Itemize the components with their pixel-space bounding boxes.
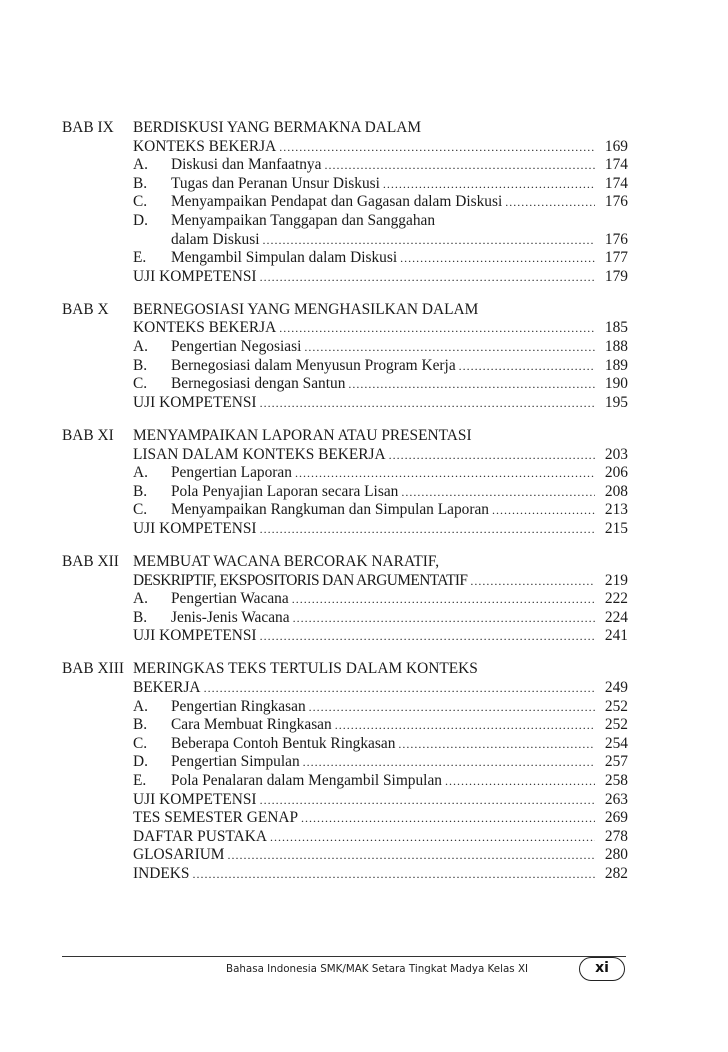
entry-page-number: 249 [604, 679, 628, 697]
entry-page-number: 176 [604, 230, 628, 248]
entry-page-number: 208 [604, 482, 628, 500]
toc-entry [62, 627, 628, 646]
dot-leader [309, 698, 595, 717]
dot-leader [204, 679, 595, 698]
entry-text: UJI KOMPETENSI [133, 790, 257, 808]
entry-letter: C. [133, 501, 148, 519]
footer-book-title: Bahasa Indonesia SMK/MAK Setara Tingkat Madya Kelas XI [226, 963, 529, 975]
dot-leader [293, 609, 595, 628]
entry-page-number: 190 [604, 375, 628, 393]
entry-letter: E. [133, 249, 147, 267]
toc-entry [62, 175, 628, 194]
chapter-label: BAB XI [62, 426, 114, 444]
chapter-section [62, 301, 628, 413]
dot-leader [389, 446, 595, 465]
dot-leader [445, 772, 595, 791]
entry-letter: A. [133, 590, 148, 608]
entry-text: Cara Membuat Ringkasan [171, 716, 332, 734]
entry-page-number: 169 [604, 137, 628, 155]
entry-page-number: 282 [604, 864, 628, 882]
dot-leader [470, 572, 595, 591]
chapter-label: BAB X [62, 300, 109, 318]
dot-leader [260, 520, 595, 539]
entry-text: Menyampaikan Pendapat dan Gagasan dalam Diskusi [171, 193, 503, 211]
toc-entry [62, 501, 628, 520]
entry-text: UJI KOMPETENSI [133, 519, 257, 537]
entry-letter: C. [133, 734, 148, 752]
chapter-label: BAB XII [62, 552, 119, 570]
dot-leader [295, 464, 595, 483]
dot-leader [324, 156, 595, 175]
chapter-title: MEMBUAT WACANA BERCORAK NARATIF, [133, 552, 440, 570]
entry-letter: B. [133, 174, 148, 192]
entry-text: Bernegosiasi dalam Menyusun Program Kerja [171, 356, 456, 374]
entry-text: Jenis-Jenis Wacana [171, 608, 290, 626]
chapter-label: BAB XIII [62, 660, 124, 678]
chapter-title: BERNEGOSIASI YANG MENGHASILKAN DALAM [133, 300, 479, 318]
dot-leader [270, 828, 595, 847]
entry-page-number: 252 [604, 716, 628, 734]
dot-leader [303, 753, 595, 772]
chapter-heading [62, 301, 628, 320]
entry-text: UJI KOMPETENSI [133, 627, 257, 645]
entry-page-number: 254 [604, 734, 628, 752]
toc-entry [62, 319, 628, 338]
entry-page-number: 185 [604, 319, 628, 337]
entry-page-number: 219 [604, 571, 628, 589]
entry-page-number: 257 [604, 753, 628, 771]
entry-page-number: 258 [604, 772, 628, 789]
entry-text: Beberapa Contoh Bentuk Ringkasan [171, 734, 396, 752]
entry-page-number: 174 [604, 174, 628, 192]
toc-entry [62, 212, 628, 231]
entry-page-number: 176 [604, 193, 628, 211]
toc-entry [62, 791, 628, 810]
toc-entry [62, 446, 628, 465]
entry-letter: D. [133, 753, 148, 771]
entry-text: LISAN DALAM KONTEKS BEKERJA [133, 445, 386, 463]
entry-text: Pola Penyajian Laporan secara Lisan [171, 482, 399, 500]
entry-page-number: 206 [604, 464, 628, 482]
entry-page-number: 222 [604, 590, 628, 608]
entry-page-number: 177 [604, 249, 628, 267]
toc-entry [62, 483, 628, 502]
entry-letter: B. [133, 716, 148, 734]
entry-text: dalam Diskusi [171, 230, 260, 248]
entry-text: Menyampaikan Tanggapan dan Sanggahan [171, 211, 436, 229]
dot-leader [398, 735, 595, 754]
dot-leader [292, 590, 595, 609]
entry-page-number: 241 [604, 627, 628, 645]
chapter-title: BERDISKUSI YANG BERMAKNA DALAM [133, 119, 422, 136]
entry-text: INDEKS [133, 864, 190, 882]
chapter-section [62, 553, 628, 646]
entry-page-number: 174 [604, 156, 628, 174]
toc-entry [62, 865, 628, 884]
entry-text: UJI KOMPETENSI [133, 267, 257, 285]
table-of-contents [62, 119, 628, 898]
toc-entry [62, 520, 628, 539]
entry-text: GLOSARIUM [133, 846, 225, 864]
dot-leader [260, 394, 595, 413]
toc-entry [62, 138, 628, 157]
toc-entry [62, 231, 628, 250]
entry-text: Pola Penalaran dalam Mengambil Simpulan [171, 772, 442, 789]
toc-entry [62, 572, 628, 591]
entry-letter: A. [133, 464, 148, 482]
chapter-title: MENYAMPAIKAN LAPORAN ATAU PRESENTASI [133, 426, 472, 444]
dot-leader [459, 357, 595, 376]
chapter-section [62, 660, 628, 883]
entry-letter: E. [133, 772, 147, 789]
entry-text: KONTEKS BEKERJA [133, 319, 277, 337]
toc-entry [62, 357, 628, 376]
entry-letter: D. [133, 211, 148, 229]
entry-text: Menyampaikan Rangkuman dan Simpulan Laporan [171, 501, 489, 519]
toc-entry [62, 464, 628, 483]
entry-text: Tugas dan Peranan Unsur Diskusi [171, 174, 380, 192]
entry-page-number: 213 [604, 501, 628, 519]
entry-text: Pengertian Negosiasi [171, 338, 302, 356]
toc-entry [62, 375, 628, 394]
dot-leader [279, 138, 595, 157]
dot-leader [505, 193, 595, 212]
entry-page-number: 188 [604, 338, 628, 356]
entry-page-number: 224 [604, 608, 628, 626]
entry-text: Pengertian Ringkasan [171, 697, 306, 715]
entry-text: Diskusi dan Manfaatnya [171, 156, 322, 174]
toc-entry [62, 590, 628, 609]
toc-entry [62, 716, 628, 735]
entry-letter: B. [133, 356, 148, 374]
toc-entry [62, 698, 628, 717]
entry-text: Mengambil Simpulan dalam Diskusi [171, 249, 398, 267]
dot-leader [401, 483, 595, 502]
toc-entry [62, 609, 628, 628]
toc-entry [62, 828, 628, 847]
entry-page-number: 252 [604, 697, 628, 715]
dot-leader [260, 268, 595, 287]
toc-entry [62, 193, 628, 212]
dot-leader [279, 319, 595, 338]
toc-entry [62, 268, 628, 287]
entry-text: TES SEMESTER GENAP [133, 809, 299, 827]
entry-page-number: 263 [604, 790, 628, 808]
entry-letter: A. [133, 338, 148, 356]
dot-leader [228, 846, 596, 865]
chapter-heading [62, 427, 628, 446]
entry-text: Bernegosiasi dengan Santun [171, 375, 346, 393]
dot-leader [335, 716, 595, 735]
dot-leader [263, 231, 596, 250]
entry-page-number: 189 [604, 356, 628, 374]
entry-letter: A. [133, 156, 148, 174]
page-number-badge: xi [579, 957, 625, 981]
entry-text: DAFTAR PUSTAKA [133, 827, 267, 845]
entry-page-number: 203 [604, 445, 628, 463]
footer-divider [62, 956, 626, 957]
dot-leader [260, 627, 595, 646]
entry-page-number: 179 [604, 267, 628, 285]
toc-entry [62, 679, 628, 698]
entry-text: BEKERJA [133, 679, 201, 697]
entry-page-number: 280 [604, 846, 628, 864]
toc-entry [62, 753, 628, 772]
entry-text: Pengertian Laporan [171, 464, 292, 482]
entry-page-number: 195 [604, 393, 628, 411]
entry-page-number: 278 [604, 827, 628, 845]
entry-text: UJI KOMPETENSI [133, 393, 257, 411]
entry-letter: B. [133, 482, 148, 500]
entry-text: Pengertian Wacana [171, 590, 289, 608]
entry-text: KONTEKS BEKERJA [133, 137, 277, 155]
chapter-title: MERINGKAS TEKS TERTULIS DALAM KONTEKS [133, 660, 478, 678]
toc-entry [62, 809, 628, 828]
entry-letter: B. [133, 608, 148, 626]
entry-page-number: 215 [604, 519, 628, 537]
entry-page-number: 269 [604, 809, 628, 827]
dot-leader [400, 249, 595, 268]
dot-leader [260, 791, 595, 810]
dot-leader [348, 375, 595, 394]
toc-entry [62, 338, 628, 357]
toc-entry [62, 249, 628, 268]
toc-entry [62, 772, 628, 791]
chapter-section [62, 119, 628, 286]
dot-leader [192, 865, 595, 884]
entry-text: Pengertian Simpulan [171, 753, 300, 771]
toc-entry [62, 394, 628, 413]
dot-leader [304, 338, 595, 357]
toc-entry [62, 846, 628, 865]
chapter-section [62, 427, 628, 539]
entry-letter: C. [133, 375, 148, 393]
dot-leader [383, 175, 595, 194]
dot-leader [492, 501, 595, 520]
toc-entry [62, 156, 628, 175]
entry-letter: A. [133, 697, 148, 715]
dot-leader [301, 809, 595, 828]
entry-text: DESKRIPTIF, EKSPOSITORIS DAN ARGUMENTATIF [133, 571, 468, 589]
chapter-label: BAB IX [62, 119, 114, 136]
chapter-heading [62, 553, 628, 572]
chapter-heading [62, 660, 628, 679]
toc-entry [62, 735, 628, 754]
chapter-heading [62, 119, 628, 138]
entry-letter: C. [133, 193, 148, 211]
